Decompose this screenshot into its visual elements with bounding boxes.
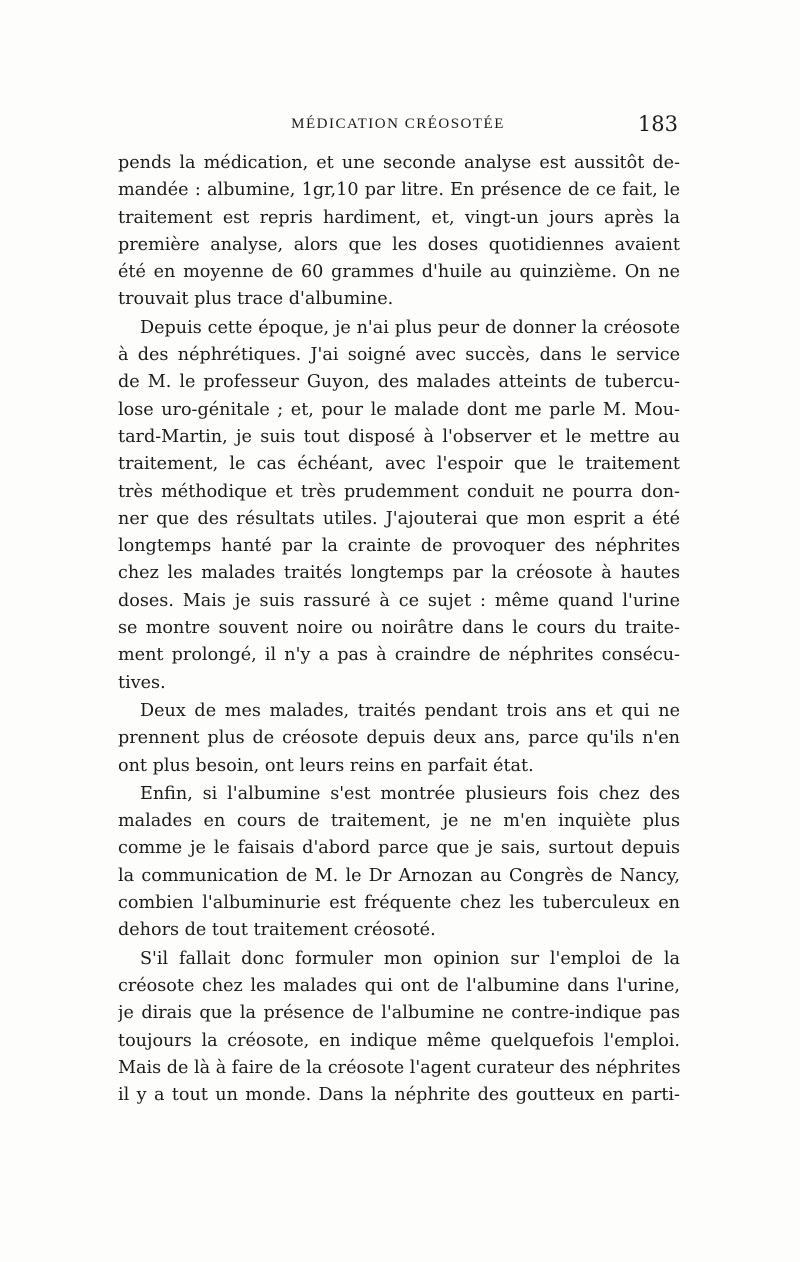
text-line: mandée : albumine, 1gr,10 par litre. En présence de ce fait, le [118,180,680,201]
text-line: première analyse, alors que les doses quotidiennes avaient [118,234,680,255]
text-line: prennent plus de créosote depuis deux ans, parce qu'ils n'en [118,728,680,749]
text-line: trouvait plus trace d'albumine. [118,289,394,310]
page-number: 183 [637,112,678,136]
text-line: ner que des résultats utiles. J'ajouterai que mon esprit a été [118,508,680,529]
text-line: Deux de mes malades, traités pendant trois ans et qui ne [140,700,680,721]
text-line: se montre souvent noire ou noirâtre dans le cours du traite- [118,618,680,639]
text-line: ont plus besoin, ont leurs reins en parfait état. [118,755,534,776]
text-line: S'il fallait donc formuler mon opinion sur l'emploi de la [140,948,680,969]
text-line: traitement, le cas échéant, avec l'espoir que le traitement [118,454,680,475]
paragraph [118,150,680,314]
text-line: traitement est repris hardiment, et, vingt-un jours après la [118,207,680,228]
text-line: comme je le faisais d'abord parce que je sais, surtout depuis [118,838,680,859]
text-line: Mais de là à faire de la créosote l'agent curateur des néphrites [118,1057,680,1078]
text-line: très méthodique et très prudemment conduit ne pourra don- [118,481,680,502]
running-title: MÉDICATION CRÉOSOTÉE [291,116,505,132]
text-line: à des néphrétiques. J'ai soigné avec succès, dans le service [118,345,680,366]
text-line: créosote chez les malades qui ont de l'albumine dans l'urine, [118,975,680,996]
text-line: Depuis cette époque, je n'ai plus peur de donner la créosote [140,317,680,338]
text-line: la communication de M. le Dr Arnozan au Congrès de Nancy, [118,865,680,886]
text-line: malades en cours de traitement, je ne m'en inquiète plus [118,811,680,832]
running-header [118,112,678,144]
text-line: toujours la créosote, en indique même quelquefois l'emploi. [118,1030,680,1051]
paragraph [118,698,680,780]
text-line: je dirais que la présence de l'albumine ne contre-indique pas [118,1003,680,1024]
text-line: dehors de tout traitement créosoté. [118,920,436,941]
paragraph [118,946,680,1110]
text-line: de M. le professeur Guyon, des malades atteints de tubercu- [118,372,680,393]
text-line: combien l'albuminurie est fréquente chez les tuberculeux en [118,893,680,914]
text-line: lose uro-génitale ; et, pour le malade dont me parle M. Mou- [118,399,680,420]
body-text [118,150,680,1109]
text-line: doses. Mais je suis rassuré à ce sujet : même quand l'urine [118,590,680,611]
paragraph [118,315,680,697]
paragraph [118,781,680,945]
text-line: il y a tout un monde. Dans la néphrite des goutteux en parti- [118,1085,680,1106]
text-line: chez les malades traités longtemps par la créosote à hautes [118,563,680,584]
text-line: tives. [118,672,166,693]
text-line: longtemps hanté par la crainte de provoquer des néphrites [118,536,680,557]
text-line: été en moyenne de 60 grammes d'huile au quinzième. On ne [118,262,680,283]
text-line: Enfin, si l'albumine s'est montrée plusieurs fois chez des [140,783,680,804]
text-line: tard-Martin, je suis tout disposé à l'observer et le mettre au [118,426,680,447]
text-line: ment prolongé, il n'y a pas à craindre de néphrites consécu- [118,645,680,666]
text-line: pends la médication, et une seconde analyse est aussitôt de- [118,153,680,173]
